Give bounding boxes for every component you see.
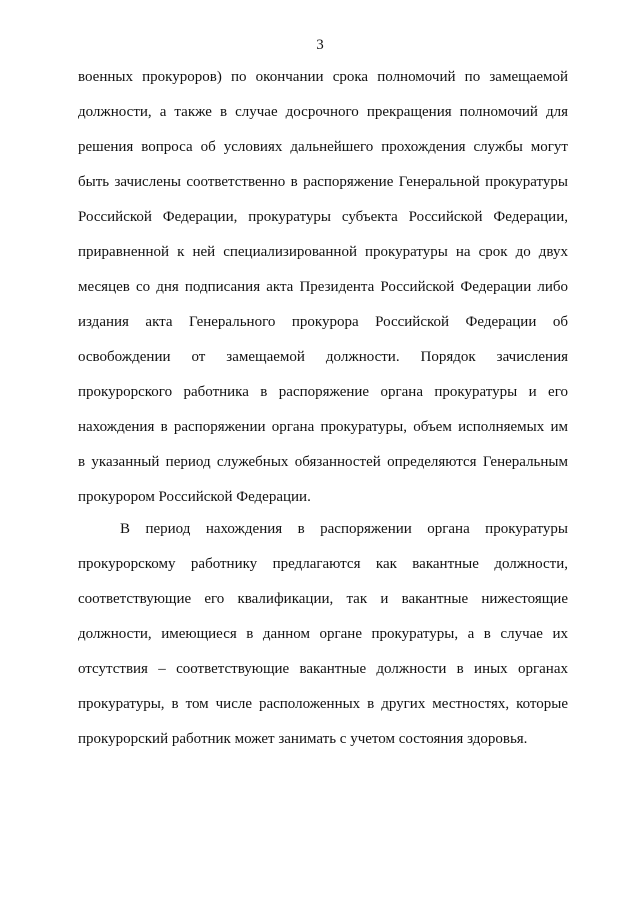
paragraph-1-line: нахождения в распоряжении органа прокуратуры, объем исполняемых им (78, 419, 568, 435)
paragraph-1-line: должности, а также в случае досрочного прекращения полномочий для (78, 104, 568, 120)
paragraph-2-line: прокурорский работник может занимать с учетом состояния здоровья. (78, 731, 528, 747)
paragraph-2-line: отсутствия – соответствующие вакантные должности в иных органах (78, 661, 568, 677)
paragraph-1-line: месяцев со дня подписания акта Президента Российской Федерации либо (78, 279, 568, 295)
paragraph-2-line: соответствующие его квалификации, так и вакантные нижестоящие (78, 591, 568, 607)
paragraph-1-line: быть зачислены соответственно в распоряжение Генеральной прокуратуры (78, 174, 568, 190)
paragraph-1-line: издания акта Генерального прокурора Российской Федерации об (78, 314, 568, 330)
paragraph-2-line: должности, имеющиеся в данном органе прокуратуры, а в случае их (78, 626, 568, 642)
page-number: 3 (316, 37, 324, 53)
paragraph-1-line: приравненной к ней специализированной прокуратуры на срок до двух (78, 244, 568, 260)
paragraph-1-line: в указанный период служебных обязанностей определяются Генеральным (78, 454, 568, 470)
paragraph-2-line: В период нахождения в распоряжении органа прокуратуры (120, 521, 568, 537)
paragraph-1-line: прокурором Российской Федерации. (78, 489, 311, 505)
paragraph-2-line: прокурорскому работнику предлагаются как вакантные должности, (78, 556, 568, 572)
paragraph-1-line: решения вопроса об условиях дальнейшего прохождения службы могут (78, 139, 568, 155)
paragraph-1-line: Российской Федерации, прокуратуры субъекта Российской Федерации, (78, 209, 568, 225)
paragraph-1-line: освобождении от замещаемой должности. Порядок зачисления (78, 349, 568, 365)
paragraph-2-line: прокуратуры, в том числе расположенных в других местностях, которые (78, 696, 568, 712)
paragraph-1-line: прокурорского работника в распоряжение органа прокуратуры и его (78, 384, 568, 400)
paragraph-1-line: военных прокуроров) по окончании срока полномочий по замещаемой (78, 69, 568, 85)
